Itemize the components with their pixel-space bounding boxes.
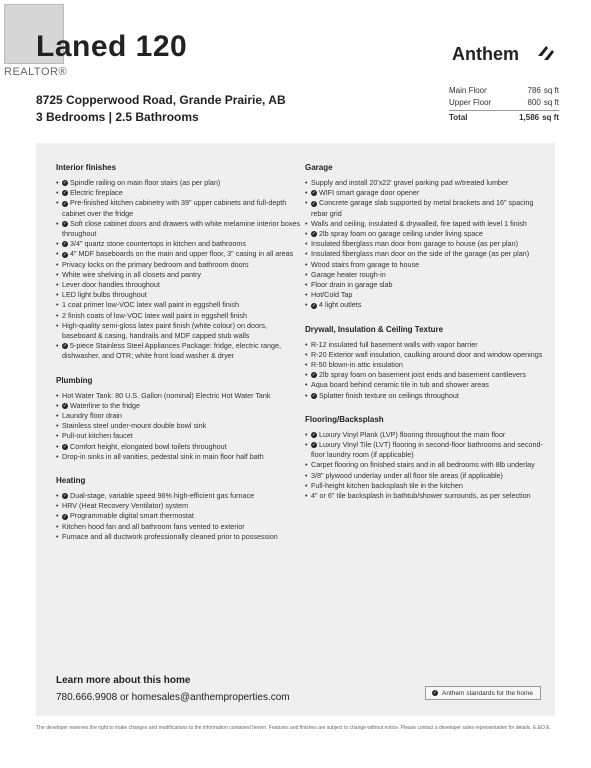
feature-item (56, 431, 301, 441)
learn-more-heading: Learn more about this home (56, 675, 191, 686)
feature-text: Hot/Cold Tap (311, 290, 353, 300)
feature-text: Soft close cabinet doors and drawers with white melamine interior boxes throughout (62, 218, 301, 239)
feature-text: 5-piece Stainless Steel Appliances Package: fridge, electric range, dishwasher, and OTR; white front load washer & dryer (62, 341, 281, 361)
feature-item (305, 178, 550, 188)
bullet-icon: • (305, 380, 308, 390)
feature-list (305, 430, 550, 501)
area-table (449, 86, 559, 125)
feature-list (56, 391, 301, 462)
area-label: Upper Floor (449, 98, 492, 107)
standard-marker-icon: ✓ (62, 251, 68, 258)
feature-text: Luxury Vinyl Tile (LVT) flooring in second-floor bathrooms and second-floor laundry room (if applicable) (311, 440, 543, 460)
feature-item (56, 300, 301, 310)
features-column-left (56, 163, 301, 556)
bullet-icon: • (305, 249, 308, 259)
area-unit: sq ft (543, 86, 559, 95)
bullet-icon: • (305, 370, 308, 380)
bullet-icon: • (56, 451, 59, 461)
bullet-icon: • (305, 269, 308, 279)
standard-marker-icon: ✓ (311, 431, 317, 438)
feature-item (56, 442, 301, 452)
feature-text: Waterline to the fridge (70, 400, 141, 410)
bullet-icon: • (56, 491, 59, 501)
standard-marker-icon: ✓ (311, 392, 317, 399)
feature-text: 2 finish coats of low-VOC latex wall paint in eggshell finish (62, 310, 247, 320)
feature-text: Stainless steel under-mount double bowl sink (62, 421, 207, 431)
bullet-icon: • (56, 249, 59, 259)
feature-text: High-quality semi-gloss latex paint finish (white colour) on doors, baseboard & casing, handrails and MDF capped stub walls (62, 320, 267, 341)
feature-list (56, 491, 301, 542)
feature-item (56, 401, 301, 411)
bullet-icon: • (305, 470, 308, 480)
bullet-icon: • (305, 390, 308, 400)
area-unit: sq ft (543, 98, 559, 107)
standard-marker-icon: ✓ (311, 302, 317, 309)
feature-item (305, 270, 550, 280)
bullet-icon: • (305, 480, 308, 490)
standard-marker-icon: ✓ (62, 220, 68, 227)
bullet-icon: • (56, 259, 59, 269)
feature-list (305, 340, 550, 401)
feature-text: Carpet flooring on finished stairs and in all bedrooms with 8lb underlay (311, 460, 535, 470)
feature-item (305, 481, 550, 491)
bullet-icon: • (56, 390, 59, 400)
feature-item (305, 440, 550, 460)
bullet-icon: • (56, 280, 59, 290)
area-value (519, 113, 559, 125)
bullet-icon: • (305, 198, 308, 208)
feature-item (305, 360, 550, 370)
bullet-icon: • (305, 300, 308, 310)
feature-item (305, 260, 550, 270)
standard-marker-icon: ✓ (62, 190, 68, 197)
bullet-icon: • (56, 320, 59, 330)
bullet-icon: • (305, 360, 308, 370)
standard-marker-icon: ✓ (311, 372, 317, 379)
page-header (0, 0, 591, 140)
bullet-icon: • (305, 339, 308, 349)
feature-list (56, 178, 301, 362)
area-value (528, 98, 559, 110)
beds-baths: 3 Bedrooms | 2.5 Bathrooms (36, 110, 199, 124)
feature-text: Electric fireplace (70, 188, 123, 198)
feature-text: Kitchen hood fan and all bathroom fans vented to exterior (62, 521, 245, 531)
feature-text: R-12 insulated full basement walls with vapor barrier (311, 339, 478, 349)
bullet-icon: • (56, 269, 59, 279)
feature-text: Dual-stage, variable speed 96% high-efficient gas furnace (70, 491, 255, 501)
standard-marker-icon: ✓ (62, 402, 68, 409)
feature-item (305, 370, 550, 380)
standard-marker-icon: ✓ (432, 690, 438, 697)
feature-item (305, 300, 550, 310)
feature-item (56, 321, 301, 341)
features-column-right (305, 163, 550, 515)
feature-item (305, 460, 550, 470)
bullet-icon: • (305, 429, 308, 439)
feature-text: 4" MDF baseboards on the main and upper floor, 3" casing in all areas (70, 249, 294, 259)
feature-text: Comfort height, elongated bowl toilets throughout (70, 441, 227, 451)
feature-item (56, 280, 301, 290)
feature-item (305, 350, 550, 360)
brand-logo: Anthem (452, 44, 519, 64)
feature-text: Insulated fiberglass man door on the side of the garage (as per plan) (311, 249, 530, 259)
feature-item (305, 340, 550, 350)
section-title: Flooring/Backsplash (305, 414, 384, 424)
feature-item (56, 511, 301, 521)
feature-text: Floor drain in garage slab (311, 280, 393, 290)
feature-item (305, 280, 550, 290)
feature-text: 4" or 6" tile backsplash in bathtub/shower surrounds, as per selection (311, 491, 531, 501)
feature-text: Programmable digital smart thermostat (70, 511, 194, 521)
feature-text: Full-height kitchen backsplash tile in the kitchen (311, 480, 463, 490)
feature-item (305, 188, 550, 198)
feature-text: 2lb spray foam on garage ceiling under living space (319, 229, 483, 239)
feature-text: Luxury Vinyl Plank (LVP) flooring throughout the main floor (319, 429, 506, 439)
feature-item (56, 260, 301, 270)
bullet-icon: • (56, 421, 59, 431)
features-panel (36, 143, 555, 716)
feature-item (56, 411, 301, 421)
bullet-icon: • (56, 531, 59, 541)
bullet-icon: • (56, 218, 59, 228)
realtor-label: REALTOR® (4, 66, 68, 78)
area-number: 800 (527, 98, 541, 107)
section-title: Plumbing (56, 375, 93, 385)
feature-text: Pull-out kitchen faucet (62, 431, 133, 441)
bullet-icon: • (56, 239, 59, 249)
area-number: 1,586 (519, 113, 540, 122)
section-title: Drywall, Insulation & Ceiling Texture (305, 324, 444, 334)
feature-item (305, 380, 550, 390)
bullet-icon: • (56, 341, 59, 351)
standard-marker-icon: ✓ (62, 493, 68, 500)
area-row (449, 98, 559, 110)
disclaimer: The developer reserves the right to make changes and modifications to the information contained herein. Features and finishes are subject to change without notice. Please contact a developer sales representative for details. E.&O.E. (36, 725, 552, 731)
feature-item (56, 290, 301, 300)
feature-item (56, 239, 301, 249)
area-label: Total (449, 113, 468, 122)
feature-item (56, 501, 301, 511)
section-title: Heating (56, 476, 86, 486)
standards-label: Anthem standards for the home (442, 690, 534, 697)
feature-text: Furnace and all ductwork professionally cleaned prior to possession (62, 531, 278, 541)
bullet-icon: • (305, 178, 308, 187)
feature-text: Insulated fiberglass man door from garage to house (as per plan) (311, 239, 518, 249)
standard-marker-icon: ✓ (62, 180, 68, 187)
feature-item (305, 239, 550, 249)
bullet-icon: • (56, 178, 59, 187)
standard-marker-icon: ✓ (311, 231, 317, 238)
standard-marker-icon: ✓ (311, 200, 317, 207)
bullet-icon: • (305, 218, 308, 228)
feature-text: 1 coat primer low-VOC latex wall paint in eggshell finish (62, 300, 239, 310)
feature-text: Splatter finish texture on ceilings throughout (319, 390, 459, 400)
feature-item (56, 188, 301, 198)
feature-item (56, 532, 301, 542)
feature-item (56, 270, 301, 280)
feature-item (305, 491, 550, 501)
standards-legend (425, 686, 541, 700)
bullet-icon: • (56, 431, 59, 441)
feature-text: WIFI smart garage door opener (319, 188, 420, 198)
bullet-icon: • (305, 290, 308, 300)
bullet-icon: • (56, 300, 59, 310)
feature-text: White wire shelving in all closets and pantry (62, 269, 202, 279)
bullet-icon: • (305, 280, 308, 290)
bullet-icon: • (56, 290, 59, 300)
feature-text: R-50 blown-in attic insulation (311, 360, 403, 370)
feature-item (56, 452, 301, 462)
feature-item (56, 249, 301, 259)
bullet-icon: • (56, 521, 59, 531)
area-row (449, 86, 559, 98)
bullet-icon: • (56, 511, 59, 521)
feature-text: Spindle railing on main floor stairs (as per plan) (70, 178, 221, 187)
address: 8725 Copperwood Road, Grande Prairie, AB (36, 93, 286, 107)
bullet-icon: • (56, 400, 59, 410)
feature-item (305, 430, 550, 440)
bullet-icon: • (305, 239, 308, 249)
feature-text: Supply and install 20'x22' gravel parking pad w/treated lumber (311, 178, 509, 187)
bullet-icon: • (56, 188, 59, 198)
feature-item (56, 198, 301, 218)
standard-marker-icon: ✓ (62, 241, 68, 248)
standard-marker-icon: ✓ (311, 190, 317, 197)
feature-item (56, 341, 301, 361)
feature-text: 3/4" quartz stone countertops in kitchen and bathrooms (70, 239, 246, 249)
feature-item (56, 522, 301, 532)
feature-text: Walls and ceiling, insulated & drywalled, fire taped with level 1 finish (311, 218, 527, 228)
bullet-icon: • (305, 440, 308, 450)
section-title: Interior finishes (56, 163, 117, 172)
area-unit: sq ft (542, 113, 559, 122)
area-label: Main Floor (449, 86, 487, 95)
feature-text: LED light bulbs throughout (62, 290, 147, 300)
feature-text: Pre-finished kitchen cabinetry with 39" upper cabinets and full-depth cabinet over the fridge (62, 198, 287, 218)
feature-text: Lever door handles throughout (62, 280, 160, 290)
anthem-mark-icon (536, 42, 556, 64)
bullet-icon: • (56, 501, 59, 511)
feature-text: 4 light outlets (319, 300, 362, 310)
feature-item (56, 219, 301, 239)
standard-marker-icon: ✓ (62, 200, 68, 207)
bullet-icon: • (56, 411, 59, 421)
bullet-icon: • (305, 229, 308, 239)
feature-item (305, 219, 550, 229)
feature-text: R-20 Exterior wall insulation, caulking around door and window openings (311, 349, 543, 359)
area-row (449, 110, 559, 125)
feature-item (56, 421, 301, 431)
bullet-icon: • (305, 349, 308, 359)
feature-item (305, 229, 550, 239)
feature-item (56, 178, 301, 188)
bullet-icon: • (305, 188, 308, 198)
page-title: Laned 120 (36, 30, 188, 63)
feature-text: 3/8" plywood underlay under all floor tile areas (if applicable) (311, 470, 503, 480)
bullet-icon: • (305, 460, 308, 470)
feature-text: Hot Water Tank: 80 U.S. Gallon (nominal) Electric Hot Water Tank (62, 390, 271, 400)
feature-item (305, 290, 550, 300)
feature-text: Concrete garage slab supported by metal brackets and 16" spacing rebar grid (311, 198, 534, 218)
feature-text: Drop-in sinks in all vanities, pedestal sink in main floor half bath (62, 451, 264, 461)
bullet-icon: • (305, 491, 308, 501)
bullet-icon: • (305, 259, 308, 269)
bullet-icon: • (56, 310, 59, 320)
feature-item (56, 311, 301, 321)
feature-list (305, 178, 550, 311)
section-title: Garage (305, 163, 333, 172)
feature-text: Wood stairs from garage to house (311, 259, 420, 269)
bullet-icon: • (56, 441, 59, 451)
area-number: 786 (527, 86, 541, 95)
feature-text: 2lb spray foam on basement joist ends and basement cantilevers (319, 370, 526, 380)
feature-text: Laundry floor drain (62, 411, 122, 421)
feature-item (56, 491, 301, 501)
standard-marker-icon: ✓ (62, 443, 68, 450)
standard-marker-icon: ✓ (62, 343, 68, 350)
feature-text: HRV (Heat Recovery Ventilator) system (62, 501, 189, 511)
feature-item (56, 391, 301, 401)
standard-marker-icon: ✓ (62, 513, 68, 520)
feature-item (305, 198, 550, 218)
bullet-icon: • (56, 198, 59, 208)
area-value (528, 86, 559, 98)
feature-item (305, 391, 550, 401)
feature-text: Garage heater rough-in (311, 269, 386, 279)
contact-info: 780.666.9908 or homesales@anthemproperties.com (56, 692, 290, 703)
feature-text: Aqua board behind ceramic tile in tub and shower areas (311, 380, 489, 390)
standard-marker-icon: ✓ (311, 442, 317, 449)
feature-text: Privacy locks on the primary bedroom and bathroom doors (62, 259, 249, 269)
feature-item (305, 471, 550, 481)
feature-item (305, 249, 550, 259)
